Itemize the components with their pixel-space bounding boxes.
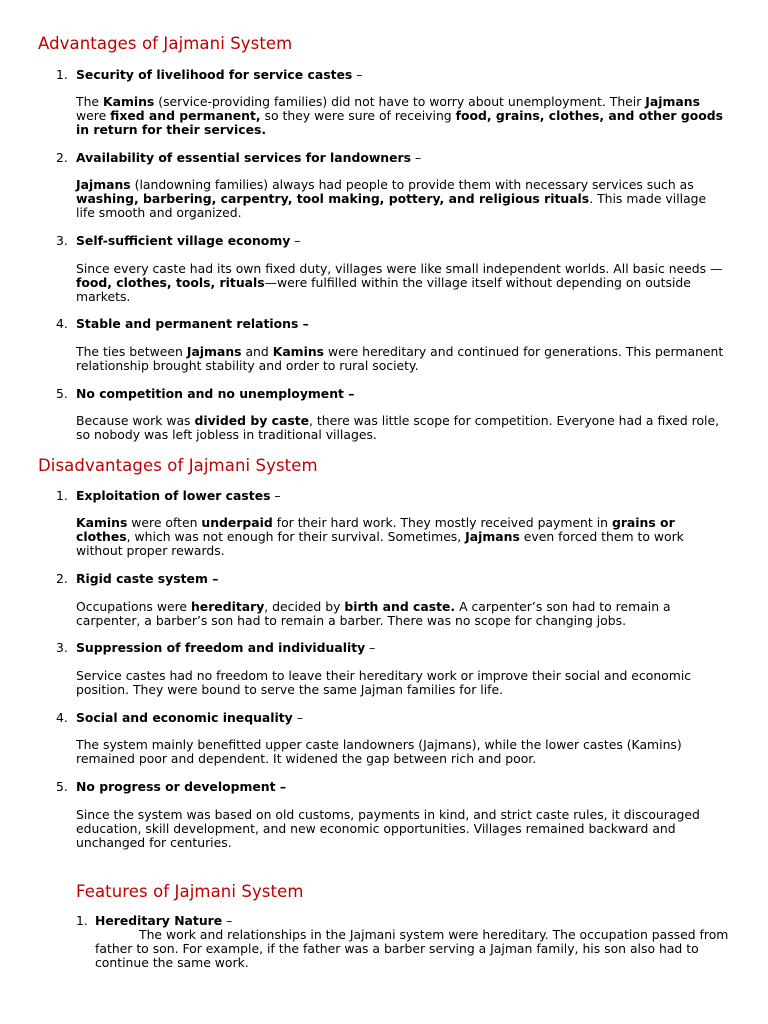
features-heading: Features of Jajmani System [76,882,304,901]
item-heading: Stable and permanent relations – [76,316,309,331]
item-number: 2. [56,150,68,165]
item-heading: Availability of essential services for landowners – [76,150,422,165]
item-body: Because work was divided by caste, there was little scope for competition. Everyone had a fixed role, so nobody was left jobless in traditional villages. [76,413,720,442]
item-body: Service castes had no freedom to leave their hereditary work or improve their social and economic position. They were bound to serve the same Jajman families for life. [76,668,692,697]
disadvantages-heading: Disadvantages of Jajmani System [38,456,318,475]
item-body: Since every caste had its own fixed duty, villages were like small independent worlds. All basic needs —food, clothes, tools, rituals—were fulfilled within the village itself without depending on outside markets. [76,261,723,304]
item-number: 5. [56,386,68,401]
item-number: 1. [56,488,68,503]
item-number: 1. [76,913,88,928]
item-number: 2. [56,571,68,586]
item-body: Occupations were hereditary, decided by birth and caste. A carpenter’s son had to remain a carpenter, a barber’s son had to remain a barber. There was no scope for changing jobs. [76,599,671,628]
item-heading: Security of livelihood for service castes – [76,67,363,82]
item-heading: No progress or development – [76,779,287,794]
item-number: 4. [56,710,68,725]
advantages-heading: Advantages of Jajmani System [38,34,293,53]
item-body: The ties between Jajmans and Kamins were hereditary and continued for generations. This permanent relationship brought stability and order to rural society. [76,344,724,373]
item-heading: Hereditary Nature [95,913,223,928]
item-body: Hereditary Nature – The work and relationships in the Jajmani system were hereditary. The occupation passed from father to son. For example, if the father was a barber serving a Jajman family, his son also had to continue the same work. [95,913,729,970]
item-heading: Exploitation of lower castes – [76,488,281,503]
item-heading: Social and economic inequality – [76,710,303,725]
item-number: 3. [56,640,68,655]
item-number: 5. [56,779,68,794]
item-number: 1. [56,67,68,82]
item-number: 4. [56,316,68,331]
item-body: The Kamins (service-providing families) did not have to worry about unemployment. Their Jajmans were fixed and permanent, so they were sure of receiving food, grains, clothes, and other goods in return for their services. [76,94,723,137]
item-body: The system mainly benefitted upper caste landowners (Jajmans), while the lower castes (Kamins) remained poor and dependent. It widened the gap between rich and poor. [76,737,682,766]
item-body: Since the system was based on old customs, payments in kind, and strict caste rules, it discouraged education, skill development, and new economic opportunities. Villages remained backward and unchanged for centuries. [76,807,700,850]
item-heading: Self-sufficient village economy – [76,233,301,248]
item-body: Kamins were often underpaid for their hard work. They mostly received payment in grains or clothes, which was not enough for their survival. Sometimes, Jajmans even forced them to work without proper rewards. [76,515,684,558]
item-number: 3. [56,233,68,248]
item-heading: Suppression of freedom and individuality – [76,640,376,655]
item-heading: No competition and no unemployment – [76,386,355,401]
item-body: Jajmans (landowning families) always had people to provide them with necessary services such as washing, barbering, carpentry, tool making, pottery, and religious rituals. This made village life smooth and organized. [76,177,707,220]
item-heading: Rigid caste system – [76,571,219,586]
